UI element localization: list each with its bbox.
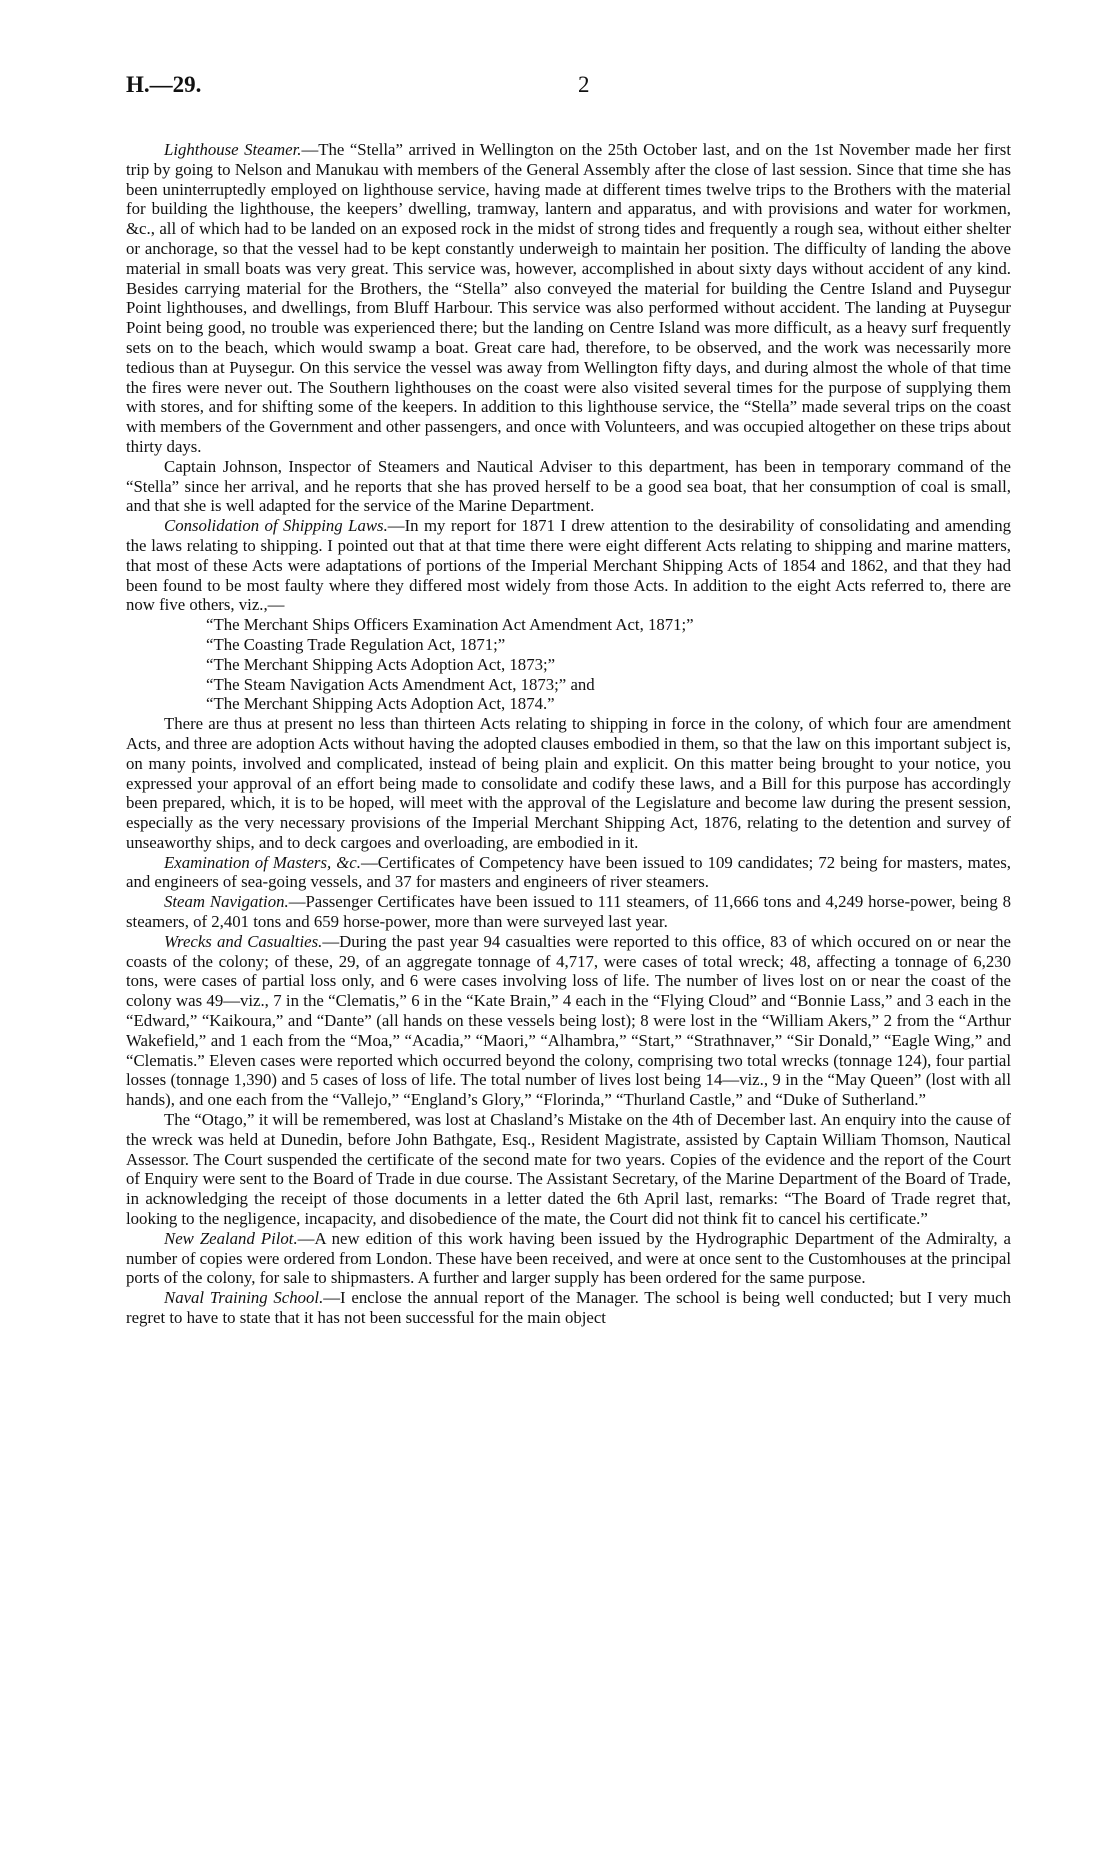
act-item: “The Steam Navigation Acts Amendment Act, 1873;” and [206,674,595,694]
paragraph-text: Captain Johnson, Inspector of Steamers and Nautical Adviser to this department, has been in temporary command of the “Stella” since her arrival, and he reports that she has proved herself to be a good sea boat, that her consumption of coal is small, and that she is well adapted for the service of the Marine Department. [126,456,1011,516]
paragraph-consolidation [126,516,1011,615]
paragraph-text: There are thus at present no less than thirteen Acts relating to shipping in force in the colony, of which four are amendment Acts, and three are adoption Acts without having the adopted clauses embodied in them, so that the law on this important subject is, on many points, involved and complicated, instead of being plain and explicit. On this matter being brought to your notice, you expressed your approval of an effort being made to consolidate and codify these laws, and a Bill for this purpose has accordingly been prepared, which, it is to be hoped, will meet with the approval of the Legislature and become law during the present session, especially as the very necessary provisions of the Imperial Merchant Shipping Act, 1876, relating to the detention and survey of unseaworthy ships, and to deck cargoes and overloading, are embodied in it. [126,714,1011,852]
paragraph-heading: Steam Navigation. [164,892,289,912]
page-number: 2 [578,72,590,97]
paragraph-captain-johnson [126,457,1011,516]
act-item: “The Merchant Ships Officers Examination Act Amendment Act, 1871;” [206,615,694,635]
paragraph-heading: Wrecks and Casualties. [164,931,323,951]
paragraph-lighthouse-steamer [126,140,1011,457]
paragraph-thirteen-acts [126,714,1011,853]
document-body [126,140,1011,1328]
paragraph-naval-training-school [126,1288,1011,1328]
paragraph-heading: New Zealand Pilot. [164,1228,298,1248]
paragraph-text: —A new edition of this work having been issued by the Hydrographic Department of the Admiralty, a number of copies were ordered from London. These have been received, and were at once sent to the Customhouses at the principal ports of the colony, for sale to shipmasters. A further and larger supply has been ordered for the same purpose. [126,1228,1011,1288]
paragraph-text: —In my report for 1871 I drew attention to the desirability of consolidating and amending the laws relating to shipping. I pointed out that at that time there were eight different Acts relating to shipping and marine matters, that most of these Acts were adaptations of portions of the Imperial Merchant Shipping Acts of 1854 and 1862, and that they had been found to be most faulty where they differed most widely from those Acts. In addition to the eight Acts referred to, there are now five others, viz.,— [126,516,1011,615]
paragraph-text: —During the past year 94 casualties were reported to this office, 83 of which occured on or near the coasts of the colony; of these, 29, of an aggregate tonnage of 4,717, were cases of total wreck; 48, affecting a tonnage of 6,230 tons, were cases of partial loss only, and 6 were cases involving loss of life. The number of lives lost on or near the coast of the colony was 49—viz., 7 in the “Clematis,” 6 in the “Kate Brain,” 4 each in the “Flying Cloud” and “Bonnie Lass,” and 3 each in the “Edward,” “Kaikoura,” and “Dante” (all hands on these vessels being lost); 8 were lost in the “William Akers,” 2 from the “Arthur Wakefield,” and 1 each from the “Moa,” “Acadia,” “Maori,” “Alhambra,” “Start,” “Strathnaver,” “Sir Donald,” “Eagle Wing,” and “Clematis.” Eleven cases were reported which occurred beyond the colony, comprising two total wrecks (tonnage 124), four partial losses (tonnage 1,390) and 5 cases of loss of life. The total number of lives lost being 14—viz., 9 in the “May Queen” (lost with all hands), and one each from the “Vallejo,” “England’s Glory,” “Florinda,” “Thurland Castle,” and “Duke of Sutherland.” [126,931,1011,1110]
paragraph-text: —Certificates of Competency have been issued to 109 candidates; 72 being for masters, mates, and engineers of sea-going vessels, and 37 for masters and engineers of river steamers. [126,852,1011,892]
paragraph-wrecks-and-casualties [126,932,1011,1110]
paragraph-new-zealand-pilot [126,1229,1011,1288]
acts-list [126,615,1011,714]
document-page [126,60,1011,1328]
paragraph-examination-of-masters [126,853,1011,893]
paragraph-heading: Examination of Masters, &c. [164,852,361,872]
page-header [126,60,1011,100]
act-item: “The Merchant Shipping Acts Adoption Act, 1873;” [206,654,556,674]
paragraph-text: —I enclose the annual report of the Manager. The school is being well conducted; but I very much regret to have to state that it has not been successful for the main object [126,1288,1011,1328]
paragraph-heading: Naval Training School. [164,1288,324,1308]
paragraph-heading: Lighthouse Steamer. [164,140,302,159]
paragraph-otago [126,1110,1011,1229]
document-reference: H.—29. [126,72,202,97]
paragraph-text: The “Otago,” it will be remembered, was lost at Chasland’s Mistake on the 4th of December last. An enquiry into the cause of the wreck was held at Dunedin, before John Bathgate, Esq., Resident Magistrate, assisted by Captain William Thomson, Nautical Assessor. The Court suspended the certificate of the second mate for two years. Copies of the evidence and the report of the Court of Enquiry were sent to the Board of Trade in due course. The Assistant Secretary, of the Marine Department of the Board of Trade, in acknowledging the receipt of those documents in a letter dated the 6th April last, remarks: “The Board of Trade regret that, looking to the negligence, incapacity, and disobedience of the mate, the Court did not think fit to cancel his certificate.” [126,1110,1011,1229]
act-item: “The Coasting Trade Regulation Act, 1871;” [206,634,506,654]
paragraph-text: —The “Stella” arrived in Wellington on the 25th October last, and on the 1st November made her first trip by going to Nelson and Manukau with members of the General Assembly after the close of last session. Since that time she has been uninterruptedly employed on lighthouse service, having made at different times twelve trips to the Brothers with the material for building the lighthouse, the keepers’ dwelling, tramway, lantern and apparatus, and with provisions and water for workmen, &c., all of which had to be landed on an exposed rock in the midst of strong tides and frequently a rough sea, without either shelter or anchorage, so that the vessel had to be kept constantly underweigh to maintain her position. The difficulty of landing the above material in small boats was very great. This service was, however, accomplished in about sixty days without accident of any kind. Besides carrying material for the Brothers, the “Stella” also conveyed the material for building the Centre Island and Puysegur Point lighthouses, and dwellings, from Bluff Harbour. This service was also performed without accident. The landing at Puysegur Point being good, no trouble was experienced there; but the landing on Centre Island was more difficult, as a heavy surf frequently sets on to the beach, which would swamp a boat. Great care had, therefore, to be observed, and the work was necessarily more tedious than at Puysegur. On this service the vessel was away from Wellington fifty days, and during almost the whole of that time the fires were never out. The Southern lighthouses on the coast were also visited several times for the purpose of supplying them with stores, and for shifting some of the keepers. In addition to this lighthouse service, the “Stella” made several trips on the coast with members of the Government and other passengers, and once with Volunteers, and was occupied altogether on these trips about thirty days. [126,140,1011,456]
act-item: “The Merchant Shipping Acts Adoption Act, 1874.” [206,694,555,714]
paragraph-steam-navigation [126,892,1011,932]
paragraph-text: —Passenger Certificates have been issued to 111 steamers, of 11,666 tons and 4,249 horse-power, being 8 steamers, of 2,401 tons and 659 horse-power, more than were surveyed last year. [126,892,1011,932]
paragraph-heading: Consolidation of Shipping Laws. [164,516,388,536]
